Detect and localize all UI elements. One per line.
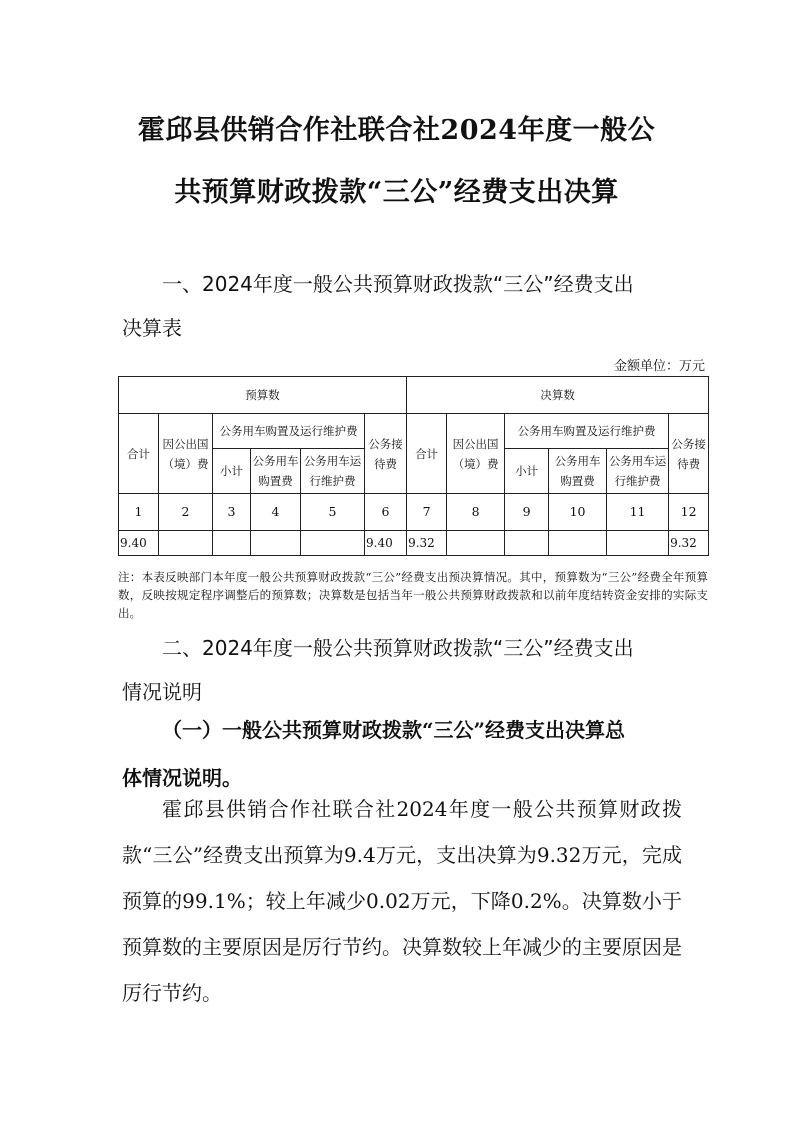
budget-operation-header: 公务用车运行维护费 bbox=[301, 449, 365, 494]
three-public-expenses-table bbox=[118, 376, 709, 556]
table-header-row-1 bbox=[119, 414, 709, 449]
section-1-heading bbox=[122, 262, 682, 350]
table-cell: 9.32 bbox=[669, 531, 709, 556]
table-index-row bbox=[119, 494, 709, 531]
budget-reception-header: 公务接待费 bbox=[365, 414, 407, 494]
table-cell bbox=[549, 531, 607, 556]
table-cell bbox=[447, 531, 505, 556]
summary-paragraph: 霍邱县供销合作社联合社2024年度一般公共预算财政拨款“三公”经费支出预算为9.4万元，支出决算为9.32万元，完成预算的99.1%；较上年减少0.02万元，下降0.2%。决算数小于预算数的主要原因是厉行节约。决算数较上年减少的主要原因是厉行节约。 bbox=[122, 797, 682, 1005]
section-2-heading-line-1: 二、2024年度一般公共预算财政拨款“三公”经费支出 bbox=[162, 636, 634, 660]
document-title-line-1: 霍邱县供销合作社联合社2024年度一般公 bbox=[137, 115, 656, 146]
table-cell: 10 bbox=[549, 494, 607, 531]
final-subtotal-header: 小计 bbox=[505, 449, 549, 494]
table-note: 注：本表反映部门本年度一般公共预算财政拨款“三公”经费支出预决算情况。其中，预算数为“三公”经费全年预算数，反映按规定程序调整后的预算数；决算数是包括当年一般公共预算财政拨款和以前年度结转资金安排的实际支出。 bbox=[118, 570, 708, 620]
table-cell bbox=[505, 531, 549, 556]
table-cell: 8 bbox=[447, 494, 505, 531]
budget-abroad-header: 因公出国（境）费 bbox=[159, 414, 213, 494]
table-cell bbox=[213, 531, 251, 556]
table-cell bbox=[251, 531, 301, 556]
final-total-header: 合计 bbox=[407, 414, 447, 494]
table-cell: 7 bbox=[407, 494, 447, 531]
table-cell: 6 bbox=[365, 494, 407, 531]
table-cell: 1 bbox=[119, 494, 159, 531]
table-group-header-row bbox=[119, 377, 709, 414]
table-cell bbox=[607, 531, 669, 556]
section-2-heading-line-2: 情况说明 bbox=[122, 680, 202, 704]
budget-purchase-header: 公务用车购置费 bbox=[251, 449, 301, 494]
final-abroad-header: 因公出国（境）费 bbox=[447, 414, 505, 494]
table-cell: 11 bbox=[607, 494, 669, 531]
section-2-heading bbox=[122, 626, 682, 714]
table-cell: 4 bbox=[251, 494, 301, 531]
table-cell: 9.32 bbox=[407, 531, 447, 556]
amount-unit-label: 金额单位：万元 bbox=[613, 359, 705, 374]
table-cell bbox=[159, 531, 213, 556]
final-vehicle-header: 公务用车购置及运行维护费 bbox=[505, 414, 669, 449]
subsection-1-heading-line-1: （一）一般公共预算财政拨款“三公”经费支出决算总 bbox=[162, 718, 626, 742]
document-title-line-2: 共预算财政拨款“三公”经费支出决算 bbox=[174, 177, 619, 208]
table-cell: 9.40 bbox=[119, 531, 159, 556]
budget-group-header: 预算数 bbox=[119, 377, 407, 414]
section-1-heading-line-1: 一、2024年度一般公共预算财政拨款“三公”经费支出 bbox=[162, 272, 634, 296]
table-value-row bbox=[119, 531, 709, 556]
table-cell: 2 bbox=[159, 494, 213, 531]
table-cell bbox=[301, 531, 365, 556]
final-reception-header: 公务接待费 bbox=[669, 414, 709, 494]
budget-subtotal-header: 小计 bbox=[213, 449, 251, 494]
final-purchase-header: 公务用车购置费 bbox=[549, 449, 607, 494]
table-cell: 9.40 bbox=[365, 531, 407, 556]
table-cell: 12 bbox=[669, 494, 709, 531]
subsection-1-heading-line-2: 体情况说明。 bbox=[122, 766, 242, 790]
budget-vehicle-header: 公务用车购置及运行维护费 bbox=[213, 414, 365, 449]
final-operation-header: 公务用车运行维护费 bbox=[607, 449, 669, 494]
table-cell: 3 bbox=[213, 494, 251, 531]
table-cell: 9 bbox=[505, 494, 549, 531]
final-group-header: 决算数 bbox=[407, 377, 709, 414]
budget-total-header: 合计 bbox=[119, 414, 159, 494]
section-1-heading-line-2: 决算表 bbox=[122, 316, 182, 340]
table-cell: 5 bbox=[301, 494, 365, 531]
